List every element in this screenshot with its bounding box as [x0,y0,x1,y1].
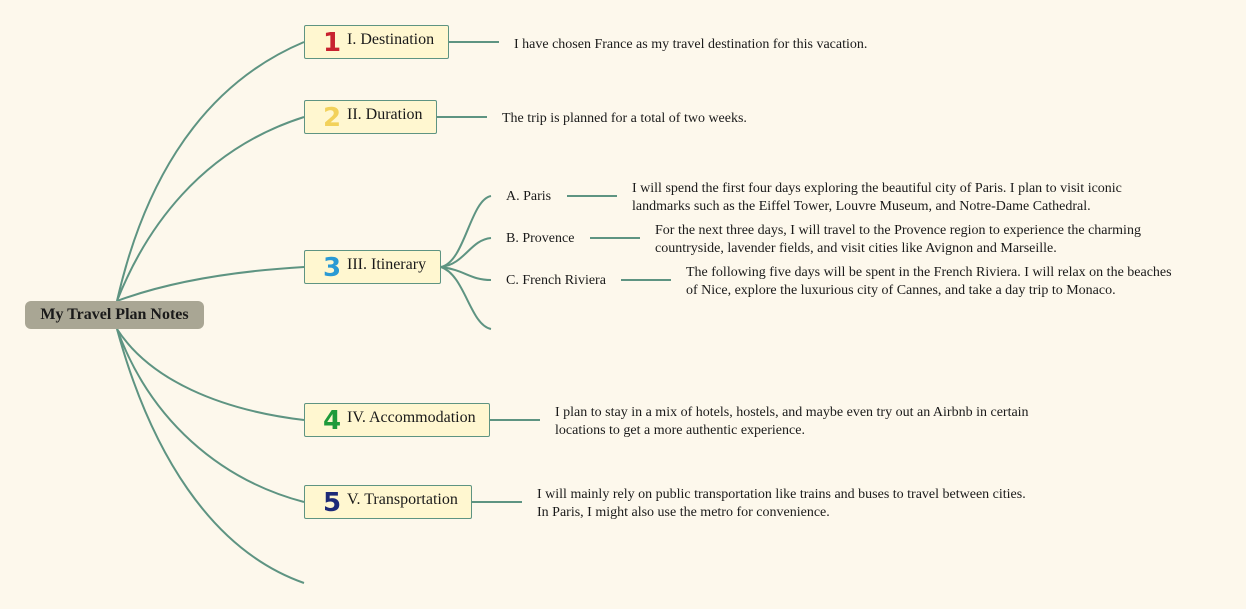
note-line: I plan to stay in a mix of hotels, hostels, and maybe even try out an Airbnb in certain [555,405,1029,420]
topic-label: III. Itinerary [347,256,427,273]
note-paris [632,180,1122,214]
number-3-icon: 3 [323,253,342,283]
subtopic-paris[interactable]: A. Paris [506,189,552,204]
note-line: landmarks such as the Eiffel Tower, Louvre Museum, and Notre-Dame Cathedral. [632,199,1091,214]
topic-label: V. Transportation [347,491,458,508]
central-topic[interactable]: My Travel Plan Notes [25,301,204,329]
note-line: I have chosen France as my travel destination for this vacation. [514,37,868,52]
note-line: The trip is planned for a total of two weeks. [502,111,747,126]
topic-itinerary[interactable] [304,250,441,284]
note-transportation [537,486,1026,520]
topic-accommodation[interactable] [304,403,490,437]
subtopic-provence[interactable]: B. Provence [506,231,575,246]
topic-label: II. Duration [347,106,423,123]
note-line: countryside, lavender fields, and visit cities like Avignon and Marseille. [655,241,1057,256]
note-destination [514,36,867,54]
note-french-riviera [686,264,1172,298]
topic-duration[interactable] [304,100,437,134]
number-5-icon: 5 [323,488,342,518]
note-line: of Nice, explore the luxurious city of Cannes, and take a day trip to Monaco. [686,283,1116,298]
note-line: For the next three days, I will travel to the Provence region to experience the charming [655,223,1141,238]
number-4-icon: 4 [323,406,342,436]
topic-label: I. Destination [347,31,435,48]
note-provence [655,222,1141,256]
note-accommodation [555,404,1029,438]
note-line: locations to get a more authentic experience. [555,423,805,438]
number-2-icon: 2 [323,103,342,133]
topic-transportation[interactable] [304,485,472,519]
note-duration [502,110,747,128]
note-line: I will mainly rely on public transportation like trains and buses to travel between cities. [537,487,1026,502]
note-line: I will spend the first four days exploring the beautiful city of Paris. I plan to visit iconic [632,181,1122,196]
subtopic-french-riviera[interactable]: C. French Riviera [506,273,606,288]
note-line: The following five days will be spent in the French Riviera. I will relax on the beaches [686,265,1172,280]
note-line: In Paris, I might also use the metro for convenience. [537,505,830,520]
topic-label: IV. Accommodation [347,409,476,426]
number-1-icon: 1 [323,28,342,58]
topic-destination[interactable] [304,25,449,59]
